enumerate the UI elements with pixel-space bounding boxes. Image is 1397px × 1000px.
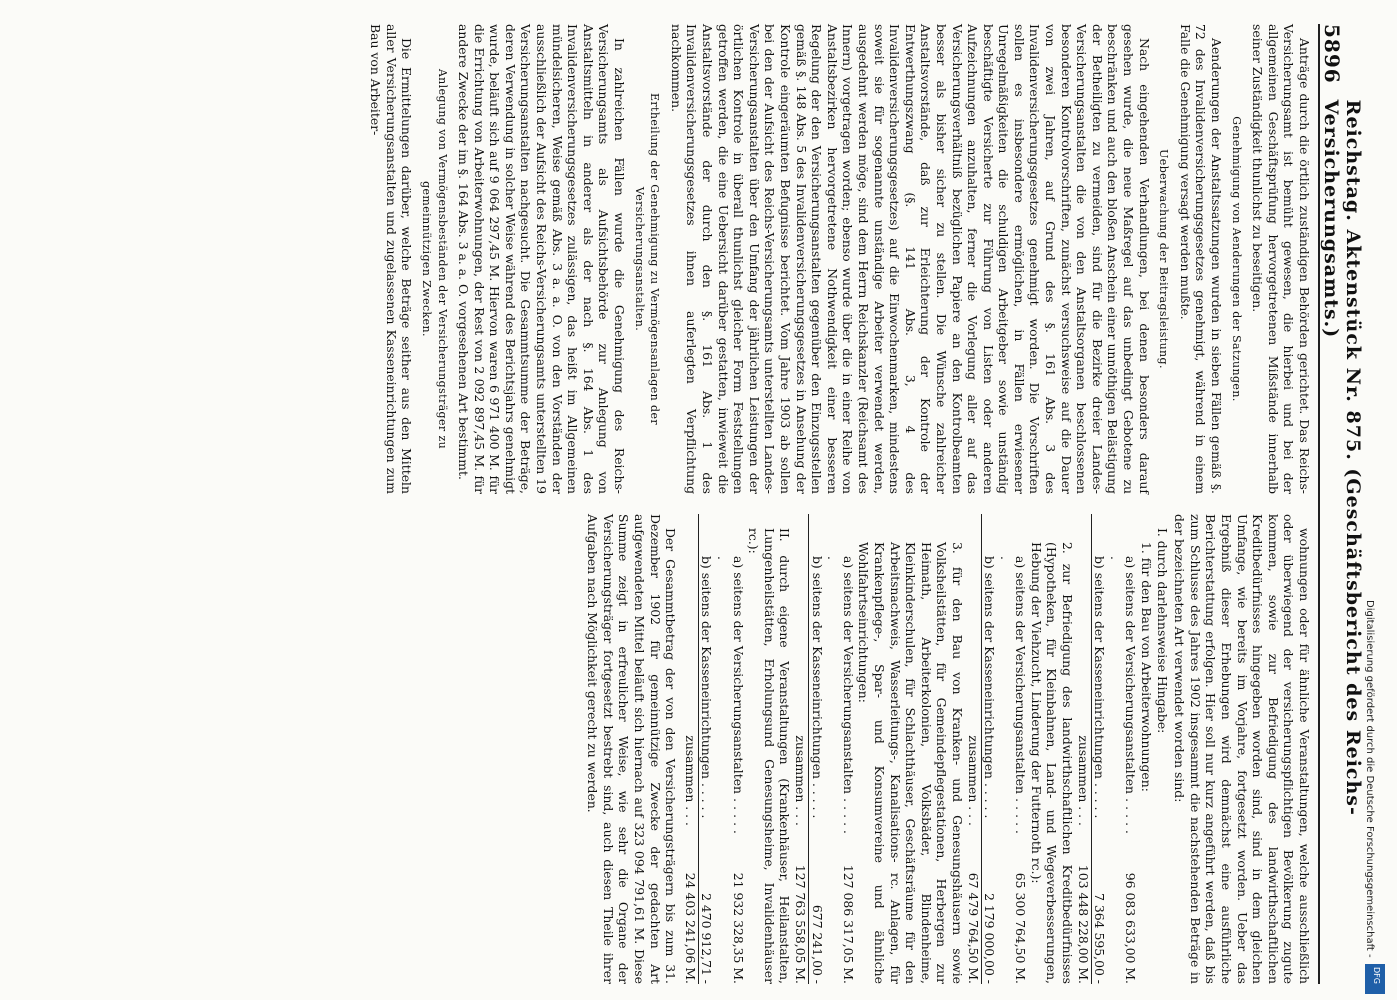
amount-value: 127 086 317,05 M.: [840, 864, 856, 984]
amount-label: a) seitens der Versicherungsanstalten . . . . . .: [825, 556, 856, 834]
amount-label: a) seitens der Versicherungsanstalten . . . . . .: [997, 556, 1029, 834]
section-heading: Ertheilung der Genehmigung zu Vermögensanlagen der Versicherungsanstalten.: [632, 92, 662, 426]
paragraph: In zahlreichen Fällen wurde die Genehmigung des Reichs-Versicherungsamts als Aufsichtsbehörde zur Anlegung von Anstaltsmitteln in anderer als der nach §. 164 Abs. 1 des Invalidenversicherungsgesetzes zulässigen, das heißt im Allgemeinen mündelsicheren, Weise gemäß Abs. 3 a. a. O. von den Vorständen der ausschließlich der Aufsicht des Reichs-Versicherungsamts unterstellten 19 Versicherungsanstalten nachgesucht. Die Gesammtsumme der Beträge, deren Verwendung in solcher Weise während des Berichtsjahrs genehmigt wurde, beläuft sich auf 9 064 297,45 M. Hiervon waren 6 971 400 M. für die Errichtung von Arbeiterwohnungen, der Rest von 2 092 897,45 M. für andere Zwecke der im §. 164 Abs. 3 a. a. O. vorgesehenen Art bestimmt.: [456, 24, 628, 494]
sum-label: zusammen . . .: [965, 735, 981, 826]
amount-row: [982, 514, 998, 984]
amount-value: 2 470 912,71 -: [699, 893, 715, 984]
right-column: [583, 514, 1312, 984]
page-number: 5896: [1320, 24, 1344, 84]
paragraph: Die Ermittelungen darüber, welche Beträge seither aus den Mitteln aller Versicherungsanstalten und zugelassenen Kasseneinrichtungen zum Bau von Arbeiter-: [368, 24, 415, 494]
amount-value: 65 300 764,50 M.: [1013, 872, 1029, 984]
sum-value: 103 448 228,00 M.: [1075, 864, 1091, 984]
amount-value: 21 932 328,35 M.: [730, 872, 746, 984]
amount-label: b) seitens der Kasseneinrichtungen . . . . .: [982, 556, 998, 819]
sum-value: 127 763 558,05 M.: [793, 864, 808, 984]
sum-row: [1075, 514, 1092, 984]
amount-row: [825, 514, 856, 984]
list-heading: I. durch darlehnsweise Hingabe:: [1154, 528, 1170, 734]
amount-row: [1092, 514, 1108, 984]
sum-row: [965, 514, 982, 984]
amount-label: a) seitens der Versicherungsanstalten . . . . . .: [715, 556, 746, 834]
section-heading: Genehmigung von Aenderungen der Satzungen.: [1229, 116, 1243, 402]
paragraph: Nach eingehenden Verhandlungen, bei denen besonders darauf gesehen wurde, die neue Maßregel auf das unbedingt Gebotene zu beschränken und auch den bloßen Anschein einer unnöthigen Belästigung der Betheiligten zu vermeiden, sind für die Bezirke dreier Landes-Versicherungsanstalten die von den Anstaltsorganen beschlossenen besonderen Kontrolvorschriften, zunächst versuchsweise auf die Dauer von zwei Jahren, auf Grund des §. 161 Abs. 3 des Invalidenversicherungsgesetzes genehmigt worden. Die Vorschriften sollen es insbesondere ermöglichen, in Fällen erwiesener Unregelmäßigkeiten die schuldigen Arbeitgeber sowie unständig beschäftigte Versicherte zur Führung von Listen oder anderen Aufzeichnungen anzuhalten, ferner die Vorlegung aller auf das Versicherungsverhältniß bezüglichen Papiere an den Kontrolbeamten besser als bisher sicher zu stellen. Die Wünsche zahlreicher Anstaltsvorstände, daß zur Erleichterung der Kontrole der Entwerthungszwang (§. 141 Abs. 3, 4 des Invalidenversicherungsgesetzes) auf die Einwochenmarken, mindestens soweit sie für sogenannte unständige Arbeiter verwendet werden, ausgedehnt werden möge, sind dem Herrn Reichskanzler (Reichsamt des Innern) vorgetragen worden; ebenso wurde über die in einer Reihe von Anstaltsbezirken hervorgetretene Nothwendigkeit einer besseren Regelung der den Versicherungsanstalten gegenüber den Einzugsstellen gemäß §. 148 Abs. 5 des Invalidenversicherungsgesetzes in Ansehung der Kontrole eingeräumten Befugnisse berichtet. Vom Jahre 1903 ab sollen bei den der Aufsicht des Reichs-Versicherungsamts unterstellten Landes-Versicherungsanstalten über den Umfang der jährlichen Leistungen der örtlichen Kontrole in überall thunlichst gleicher Form Feststellungen getroffen werden, die eine Uebersicht darüber gestatten, inwieweit die Anstaltsvorstände der durch den §. 161 Abs. 1 des Invalidenversicherungsgesetzes ihnen auferlegten Verpflichtung nachkommen.: [668, 24, 1152, 494]
paragraph: Der Gesammtbetrag der von den Versicherungsträgern bis zum 31. Dezember 1902 für gemeinnützige Zwecke der gedachten Art aufgewendeten Mittel beläuft sich hiernach auf 323 094 791,61 M. Diese Summe zeigt in erfreulicher Weise, wie sehr die Organe der Versicherungsträger fortgesetzt bestrebt sind, auch diesen Theile ihrer Aufgaben nach Möglichkeit gerecht zu werden.: [585, 514, 679, 984]
amount-row: [699, 514, 715, 984]
sum-label: zusammen . . .: [682, 735, 698, 826]
amount-value: 2 179 000,00 -: [982, 893, 998, 984]
logo-text: DFG: [1372, 967, 1381, 984]
sum-row: [792, 514, 809, 984]
amount-label: b) seitens der Kasseneinrichtungen . . . . .: [809, 556, 825, 819]
amount-label: b) seitens der Kasseneinrichtungen . . . . .: [1092, 556, 1108, 819]
list-heading: 2. zur Befriedigung des landwirthschaftlichen Kreditbedürfnisses (Hypotheken, für Kleinbahnen, Land- und Wegeverbesserungen, Hebung der Viehzucht, Linderung der Futternoth rc.):: [1028, 542, 1076, 984]
left-column: [366, 24, 1312, 494]
amount-row: [714, 514, 745, 984]
amount-value: 96 083 633,00 M.: [1123, 872, 1139, 984]
caption-text: Digitalisierung gefördert durch die Deutsche Forschungsgemeinschaft -: [1364, 600, 1375, 958]
dfg-logo-icon: [1365, 964, 1385, 994]
section-heading: Ueberwachung der Beitragsleistung.: [1157, 149, 1171, 369]
amount-row: [809, 514, 825, 984]
paragraph: Aenderungen der Anstaltssatzungen wurden in sieben Fällen gemäß §. 72 des Invalidenversicherungsgesetzes genehmigt, während in einem Falle die Genehmigung versagt werden mußte.: [1177, 24, 1225, 494]
sum-value: 24 403 241,06 M.: [682, 872, 698, 984]
amount-label: b) seitens der Kasseneinrichtungen . . . . .: [699, 556, 715, 819]
amount-label: a) seitens der Versicherungsanstalten . . . . . .: [1107, 556, 1139, 834]
amount-value: 677 241,00 -: [809, 904, 825, 984]
rotated-page-content: [26, 24, 1364, 984]
sum-label: zusammen . . .: [793, 735, 808, 826]
page-title: Reichstag. Aktenstück Nr. 875. (Geschäftsbericht des Reichs-Versicherungsamts.): [1320, 99, 1364, 816]
sum-label: zusammen . . .: [1075, 735, 1091, 826]
paragraph: Anträge durch die örtlich zuständigen Behörden gerichtet. Das Reichs-Versicherungsamt ist bemüht gewesen, die hierbei und bei der allgemeinen Geschäftsprüfung hervorgetretenen Mißstände innerhalb seiner Zuständigkeit thunlichst zu beseitigen.: [1250, 24, 1312, 494]
amount-value: 7 364 595,00 -: [1092, 893, 1108, 984]
list-heading: II. durch eigene Veranstaltungen (Krankenhäuser, Heilanstalten, Lungenheilstätten, Erholungsund Genesungsheime, Invalidenhäuser rc.):: [746, 528, 793, 984]
amount-row: [1107, 514, 1138, 984]
list-heading: 3. für den Bau von Kranken- und Genesungshäusern sowie Volksheilstätten, für Gemeindepflegestationen, Herbergen zur Heimath, Arbeiterkolonien, Volksbäder, Blindenheime, Kleinkinderschulen, für Schlachthäuser, Geschäftsräume für den Arbeitsnachweis, Wasserleitungs-, Kanalisations- rc. Anlagen, für Krankenpflege-, Spar- und Konsumvereine und ähnliche Wohlfahrtseinrichtungen:: [856, 542, 965, 984]
sum-row: [682, 514, 699, 984]
section-heading: Anlegung von Vermögensbeständen der Versicherungsträger zu gemeinnützigen Zwecken.: [419, 68, 449, 450]
sum-value: 67 479 764,50 M.: [965, 872, 981, 984]
paragraph: wohnungen oder für ähnliche Veranstaltungen, welche ausschließlich oder überwiegend der versicherungspflichtigen Bevölkerung zugute kommen, sowie zur Befriedigung des landwirthschaftlichen Kreditbedürfnisses hingegeben worden sind, sind in dem gleichen Umfange, wie bereits im Vorjahre, fortgesetzt worden. Ueber das Ergebniß dieser Erhebungen wird demnächst eine ausführliche Berichterstattung erfolgen. Hier soll nur kurz angeführt werden, daß bis zum Schlusse des Jahres 1902 insgesammt die nachstehenden Beträge in der bezeichneten Art verwendet worden sind:: [1172, 514, 1312, 984]
page-header: [1318, 24, 1364, 984]
amount-row: [997, 514, 1028, 984]
digitization-caption: [1363, 600, 1383, 990]
list-heading: 1. für den Bau von Arbeiterwohnungen:: [1139, 542, 1155, 792]
